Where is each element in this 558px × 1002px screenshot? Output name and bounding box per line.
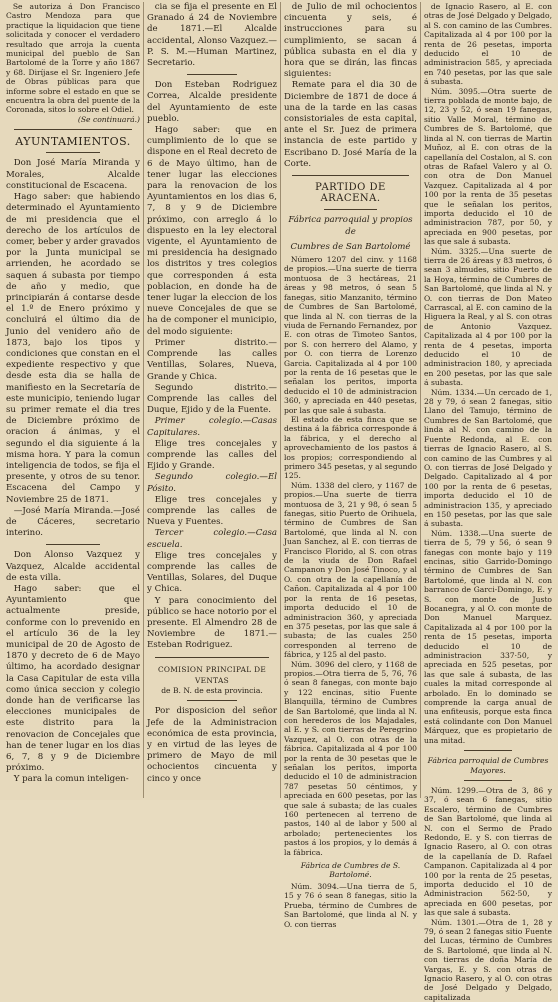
paragraph: Segundo distrito.—Comprende las calles del Duque, Ejido y de la Fuente. [147,382,277,416]
column-1 [3,2,143,798]
paragraph: Hago saber: que en cumplimiento de lo que se dispone en el Real decreto de 6 de Mayo último, han de tener lugar las elecciones para la renovacion de los Ayuntamientos en los dias 6, 7, 8 y 9 de Diciembre próximo, con arreglo á lo dispuesto en la ley electoral vigente, el Ayuntamiento de mi presidencia ha designado los distritos y tres colegios que corresponden á esta poblacion, en donde ha de tener lugar la eleccion de los nueve Concejales de que se ha de componer el municipio, del modo siguiente: [147,125,277,337]
paragraph: Primer distrito.—Comprende las calles Ventillas, Solares, Nueva, Grande y Chica. [147,337,277,382]
column-3 [280,2,420,929]
column-2 [143,2,280,798]
paragraph: de Julio de mil ochocientos cincuenta y seis, é instrucciones para su cumplimiento, se sacan á pública subasta en el dia y hora que se dirán, las fincas siguientes: [284,2,417,80]
paragraph: Remate para el dia 30 de Diciembre de 1871 de doce á una de la tarde en las casas consistoriales de esta capital, ante el Sr. Juez de primera instancia de este partido y Escribano D. José María de la Corte. [284,80,417,169]
paragraph: Primer colegio.—Casas Capitulares. [147,416,277,438]
subsection-title: Cumbres de San Bartolomé [290,241,411,252]
section-heading: COMISION PRINCIPAL DE VENTAS [157,664,267,685]
paragraph: Don José María Miranda y Morales, Alcalde constitucional de Escacena. [6,158,140,191]
top-notice: Se autoriza á Don Francisco Castro Mendoza para que practique la liquidacion que tiene solicitada y conocer el verdadero resultado que arroja la cuenta municipal del pueblo de San Bartolomé de la Torre y año 1867 y 68. Diríjase el Sr. Ingeniero Jefe de Obras públicas para que informe sobre el estado en que se encuentra la obra del puente de la Coronada, sitos lo sobre el Odiel. [6,2,140,115]
paragraph: Segundo colegio.—El Pósito. [147,472,277,494]
divider [187,700,237,701]
paragraph: Núm. 1338.—Una suerte de tierra de 5, 79 y 56, ó sean 9 fanegas con monte bajo y 119 encinas, sitio Garrido-Domingo término de Cumbres de San Bartolomé, que linda al N. con barranco de Garci-Domingo, E. y S. con monte de Justo Bocanegra, y al O. con monte de Don Manuel Marquez. Capitalizada al 4 por 100 por la renta de 15 pesetas, importa deducido el 10 de administracion 337·50, y apreciada en 525 pesetas, por las que sale á subasta, de las cuales la mitad corresponde al arbolado. En lo dominado se comprende la carga anual de una enfiteusis, porque esta finca está colindante con Don Manuel Márquez, que es propietario de una mitad. [424,528,552,745]
section-title-ayuntamientos: AYUNTAMIENTOS. [15,135,131,149]
paragraph: Núm. 3325.—Una suerte de tierra de 26 áreas y 83 metros, ó sean 3 almudes, sitio Puerto de la Hoya, término de Cumbres de San Bartolomé, que linda al N. y O. con tierras de Don Mateo Carrascal, al E. con camino de la Higuera la Real, y al S. con otras de Antonio Vazquez. Capitalizada al 4 por 100 por la renta de 4 pesetas, importa deducido el 10 de administracion 180, y apreciada en 200 pesetas, por las que sale á subasta. [424,246,552,388]
paragraph: Hago saber: que habiendo determinado el Ayuntamiento de mi presidencia que el derecho de los artículos de comer, beber y arder gravados por la Junta municipal se arrienden, he acordado se saquen á subasta por tiempo de año y medio, que principiarán á contarse desde el 1.º de Enero próximo y concluirá el último dia de Junio del venidero año de 1873, bajo los tipos y condiciones que constan en el expediente respectivo y que desde esta dia se halla de manifiesto en la Secretaría de este municipio, teniendo lugar su primer remate el dia tres de Diciembre próximo de oracion á ánimas, y el segundo el dia siguiente á la misma hora. Y para la comun inteligencia de todos, se fija el presente, y otros de su tenor. Escacena del Campo y Noviembre 25 de 1871. [6,192,140,505]
paragraph: Elige tres concejales y comprende las calles de Ventillas, Solares, del Duque y Chica. [147,550,277,595]
subsection-title: Fábrica de Cumbres de S. Bartolomé. [300,861,401,880]
paragraph: de Ignacio Rasero, al E. con otras de José Delgado y Delgado, al S. con camino de las Cumbres. Capitalizada al 4 por 100 por la renta de 26 pesetas, importa deducido el 10 de administracion 585, y apreciada en 740 pesetas, por las que sale á subasta. [424,2,552,87]
divider [46,544,100,545]
divider [324,209,377,210]
paragraph: Número 1207 del cinv. y 1168 de propios.—Una suerte de tierra montuosa de 3 hectáreas, 21 áreas y 98 metros, ó sean 5 fanegas, sitio Manzanito, término de Cumbres de San Bartolomé, que linda al N. con tierras de la viuda de Fernando Fernandez, por E. con otras de Timoteo Santos, por S. con herrero del Alamo, y por O. con tierra de Lorenzo Garcia. Capitalizada al 4 por 100 por la renta de 16 pesetas que le señalan los peritos, importa deducido el 10 de administracion 360, y apreciada en 440 pesetas, por las que sale á subasta. [284,255,417,415]
paragraph: El estado de esta finca que se destina á la fábrica corresponde á la fábrica, y el derecho al aprovechamiento de los pastos á los propios; correspondiendo al primero 345 pesetas, y al segundo 125. [284,414,417,481]
subsection-title: Fábrica parroquial de Cumbres Mayores. [427,756,549,775]
paragraph: Y para la comun inteligen- [13,774,129,785]
section-subheading: de B. N. de esta provincia. [161,685,263,695]
paragraph: Elige tres concejales y comprende las calles de Nueva y Fuentes. [147,494,277,528]
paragraph: Y para conocimiento del público se hace notorio por el presente. El Almendro 28 de Noviembre de 1871.—Esteban Rodriguez. [147,595,277,651]
paragraph: Hago saber: que el Ayuntamiento que actualmente preside, conforme con lo prevenido en el artículo 36 de la ley municipal de 20 de Agosto de 1870 y decreto de 6 de Mayo último, ha acordado designar la Casa Capitular de esta villa como única seccion y colegio donde han de verificarse las elecciones municipales de este distrito para la renovacion de Concejales que han de tener lugar en los dias 6, 7, 8 y 9 de Diciembre próximo. [6,584,140,774]
paragraph: Por disposicion del señor Jefe de la Administracion económica de esta provincia, y en virtud de las leyes de primero de Mayo de mil ochocientos cincuenta y cinco y once [147,706,277,784]
paragraph: Núm. 1301.—Otra de 1, 28 y 79, ó sean 2 fanegas sitio Fuente del Lucas, término de Cumbres de S. Bartolomé, que linda al N. con tierras de doña María de Vargas, E. y S. con otras de Ignacio Rasero, y al O. con otras de José Delgado y Delgado, capitalizada [424,917,552,1002]
subsection-title: Fábrica parroquial y propios de [288,215,413,237]
divider [14,129,132,130]
divider [464,750,512,751]
divider [46,152,100,153]
paragraph: Núm. 3095.—Otra suerte de tierra poblada de monte bajo, de 12, 23 y 52, ó sean 19 fanegas, sitio Valle Moral, término de Cumbres de S. Bartolomé, que linda al N. con tierras de Martin Muñoz, al E. con otras de la capellanía del Costalon, al S. con otras de Rafael Valero y al O. con otra de Don Manuel Vazquez. Capitalizada al 4 por 100 por la renta de 35 pesetas que le señalan los peritos, importa deducido el 10 de administracion 787, por 50, y apreciada en 900 pesetas, por las que sale á subasta. [424,86,552,247]
paragraph: Tercer colegio.—Casa escuela. [147,528,277,550]
paragraph: Núm. 1334.—Un cercado de 1, 28 y 79, ó sean 2 fanegas, sitio Llano del Tamujo, término de Cumbres de San Bartolomé, que linda al N. con camino de la Fuente Redonda, al E. con tierras de Ignacio Rasero, al S. con camino de las Cumbres y al O. con tierras de José Delgado y Delgado. Capitalizado al 4 por 100 por la renta de 6 pesetas, importa deducido el 10 de administracion 135, y apreciado en 150 pesetas, por las que sale á subasta. [424,387,552,529]
continuation-note: (Se continuará.) [77,114,140,124]
paragraph: Núm. 3096 del clero, y 1168 de propios.—Otra tierra de 5, 76, 76 ó sean 8 fanegas, con monte bajo y 122 encinas, sitio Fuente Blanquilla, término de Cumbres de San Bartolomé, que linda al N. con herederos de los Majadales, al E. y S. con tierras de Peregrino Vazquez, al O. con otras de la fábrica. Capitalizada al 4 por 100 por la renta de 30 pesetas que le señalan los peritos, importa deducido el 10 de administracion 787 pesetas 50 céntimos, y apreciada en 600 pesetas, por las que sale á subasta; de las cuales 160 pertenecen al terreno de pastos, 140 al de labor y 500 al arbolado; pertenecientes los pastos á los propios, y lo demás á la fábrica. [284,659,417,857]
paragraph: Núm. 1338 del clero, y 1167 de propios.—Una suerte de tierra montuosa de 3, 21 y 98, ó sean 5 fanegas, sitio Puerto de Orihuela, término de Cumbres de San Bartolomé, que linda al N. con Juan Sanchez, al E. con tierras de Francisco Florido, al S. con otras de la viuda de Don Rafael Campanon y Don José Tinoco, y al O. con otra de la capellanía de Cañon. Capitalizada al 4 por 100 por la renta de 16 pesetas, importa deducido el 10 de administracion 360, y apreciada en 375 pesetas, por las que sale á subasta; de las cuales 250 corresponden al terreno de fábrica, y 125 al del pasto. [284,480,417,660]
divider [155,657,269,658]
signature: —José María Miranda.—José de Cáceres, secretario interino. [6,505,140,539]
divider [292,175,409,176]
paragraph: cia se fija el presente en El Granado á 24 de Noviembre de 1871.—El Alcalde accidental, Alonso Vazquez.—P. S. M.—Human Martinez, Secretario. [147,2,277,69]
paragraph: Don Alonso Vazquez y Vazquez, Alcalde accidental de esta villa. [6,550,140,583]
divider [464,780,512,781]
paragraph: Elige tres concejales y comprende las calles del Ejido y Grande. [147,438,277,472]
paragraph: Don Esteban Rodriguez Correa, Alcalde presidente del Ayuntamiento de este pueblo. [147,80,277,124]
section-title-partido: PARTIDO DE ARACENA. [315,182,386,205]
divider [187,74,237,75]
column-4 [420,2,555,1002]
paragraph: Núm. 3094.—Una tierra de 5, 15 y 76 ó sean 8 fanegas, sitio la Prueba, término de Cumbres de San Bartolomé, que linda al N. y O. con tierras [284,881,417,929]
paragraph: Núm. 1299.—Otra de 3, 86 y 37, ó sean 6 fanegas, sitio Escalero, término de Cumbres de San Bartolomé, que linda al N. con el Sermo de Prado Redondo, E. y S. con tierras de Ignacio Rasero, al O. con otras de la capellanía de D. Rafael Campanon. Capitalizada al 4 por 100 por la renta de 25 pesetas, importa deducido el 10 de Administracion 562·50, y apreciada en 600 pesetas, por las que sale á subasta. [424,785,552,918]
